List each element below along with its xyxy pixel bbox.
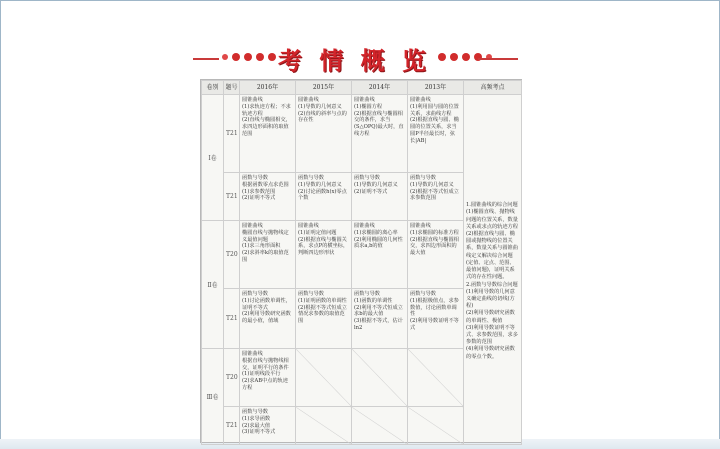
dot-icon [244, 53, 252, 61]
dot-icon [462, 53, 470, 61]
cell-2016: 函数与导数 根据函数零点求范围 (1)求参数范围 (2)证明不等式 [240, 173, 296, 221]
section-label: Ⅱ卷 [202, 221, 224, 349]
column-header: 2014年 [352, 81, 408, 95]
question-number: T20 [224, 221, 240, 289]
exam-overview-table [200, 79, 522, 443]
page-title [278, 40, 428, 76]
section-label: Ⅰ卷 [202, 95, 224, 221]
column-header: 2013年 [408, 81, 464, 95]
empty-cell [408, 349, 464, 407]
dot-icon [222, 54, 228, 60]
header-dots-left [222, 53, 276, 61]
column-header: 卷别 [202, 81, 224, 95]
dot-icon [438, 53, 446, 61]
cell-2013: 圆锥曲线 (1)求椭圆的标准方程 (2)根据直线与椭圆相交，求四边形面积的最大值 [408, 221, 464, 289]
title-char: 概 [360, 46, 387, 75]
table-header-row [202, 81, 522, 95]
empty-cell [352, 407, 408, 445]
question-number: T21 [224, 407, 240, 445]
header-line-right [478, 58, 518, 60]
empty-cell [296, 349, 352, 407]
empty-cell [408, 407, 464, 445]
cell-2016: 圆锥曲线 椭圆直线与抛物线定义最值问题 (1)求三角形面积 (2)求斜率k的取值范围 [240, 221, 296, 289]
empty-cell [296, 407, 352, 445]
cell-2016: 圆锥曲线 (1)求轨迹方程；不求轨迹方程 (2)直线与椭圆相交，求四边形面积的取值范围 [240, 95, 296, 173]
cell-2013: 函数与导数 (1)根据极值点，求参数值，讨论函数单调性 (2)利用导数证明不等式 [408, 289, 464, 349]
question-number: T20 [224, 349, 240, 407]
cell-2013: 函数与导数 (1)导数的几何意义 (2)根据不等式恒成立求参数范围 [408, 173, 464, 221]
table-row [202, 95, 522, 173]
slide-header [0, 40, 720, 80]
cell-2016: 函数与导数 (1)讨论函数单调性，证明不等式 (2)利用导数研究函数的最小值，值域 [240, 289, 296, 349]
cell-2014: 函数与导数 (1)导数的几何意义 (2)证明不等式 [352, 173, 408, 221]
question-number: T21 [224, 95, 240, 173]
cell-2016: 函数与导数 (1)求导函数 (2)求最大值 (3)证明不等式 [240, 407, 296, 445]
dot-icon [256, 53, 264, 61]
cell-2015: 函数与导数 (1)证明函数的单调性 (2)根据不等式恒成立情况求参数的取值范围 [296, 289, 352, 349]
cell-2014: 函数与导数 (1)函数的单调性 (2)利用不等式恒成立求b的最大值 (3)根据不等式，估计ln2 [352, 289, 408, 349]
title-char: 览 [401, 46, 428, 75]
question-number: T21 [224, 289, 240, 349]
question-number: T21 [224, 173, 240, 221]
high-frequency-topics: 1.圆锥曲线的综合问题 (1)椭圆直线、抛物线问题的位置关系，数量关系或求点的轨迹方程 (2)根据直线与圆、椭圆或抛物线的位置关系，数量关系与圆锥曲线定义解决综合问题(定值、定点、范围、最值问题)，证明关系式的存在性问题。 2.函数与导数综合问题 (1)利用导数的几何意义确定曲线的切线(方程) (2)利用导数研究函数的单调性、极值 (3)利用导数证明不等式、求参数范围，求多参数的范围 (4)利用导数研究函数的零点个数。 [464, 95, 522, 445]
cell-2015: 函数与导数 (1)导数的几何意义 (2)讨论函数h(x)零点个数 [296, 173, 352, 221]
column-header: 题号 [224, 81, 240, 95]
title-char: 情 [319, 46, 346, 75]
cell-2013: 圆锥曲线 (1)利用圆与圆的位置关系，求曲线方程 (2)根据直线与圆、椭圆的位置关系，求当圆P半径最长时，弦长|AB| [408, 95, 464, 173]
cell-2014: 圆锥曲线 (1)求椭圆的离心率 (2)利用椭圆的几何性质求a,b的值 [352, 221, 408, 289]
header-line-left [193, 58, 219, 60]
cell-2015: 圆锥曲线 (1)证明定值问题 (2)根据直线与椭圆关系，求点P的横坐标，判断四边形形状 [296, 221, 352, 289]
dot-icon [450, 53, 458, 61]
cell-2015: 圆锥曲线 (1)导数的几何意义 (2)直线的斜率与点的存在性 [296, 95, 352, 173]
empty-cell [352, 349, 408, 407]
column-header: 2015年 [296, 81, 352, 95]
column-header: 2016年 [240, 81, 296, 95]
column-header: 高频考点 [464, 81, 522, 95]
dot-icon [232, 53, 240, 61]
dot-icon [268, 53, 276, 61]
cell-2016: 圆锥曲线 根据直线与抛物线相交，证明平行的条件 (1)证明线段平行 (2)求AB中点的轨迹方程 [240, 349, 296, 407]
section-label: Ⅲ卷 [202, 349, 224, 445]
overview-table [201, 80, 522, 445]
cell-2014: 圆锥曲线 (1)椭圆方程 (2)根据直线与椭圆相交的条件，求当(S△OPQ)最大时，直线方程 [352, 95, 408, 173]
title-char: 考 [278, 46, 304, 75]
